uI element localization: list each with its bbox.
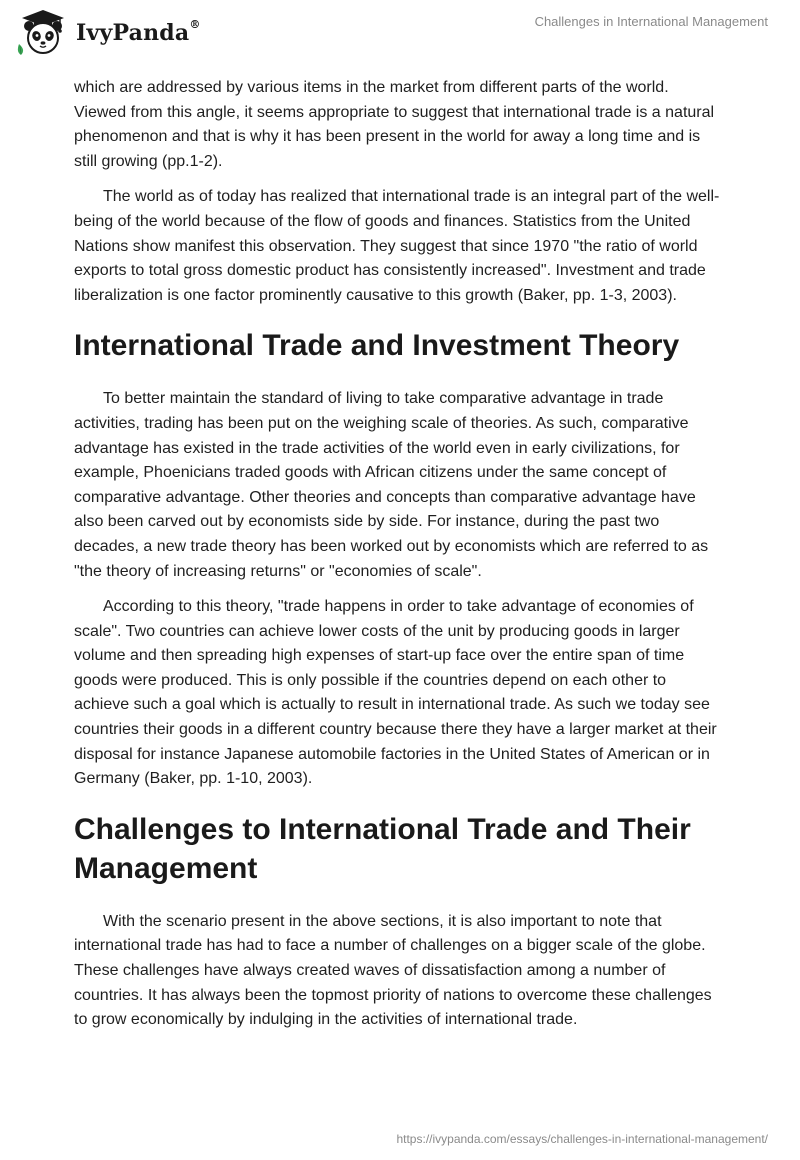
source-url-link[interactable]: https://ivypanda.com/essays/challenges-in-international-management/	[396, 1132, 768, 1146]
paragraph-2: The world as of today has realized that international trade is an integral part of the well-being of the world because of the flow of goods and finances. Statistics from the United Nations show manifest this observation. They suggest that since 1970 "the ratio of world exports to total gross domestic product has consistently increased". Investment and trade liberalization is one factor prominently causative to this growth (Baker, pp. 1-3, 2003).	[74, 188, 720, 304]
section-heading-challenges: Challenges to International Trade and Their Management	[74, 812, 691, 885]
paragraph-3: To better maintain the standard of living to take comparative advantage in trade activities, trading has been put on the weighing scale of theories. As such, comparative advantage has existed in the trade activities of the world even in early civilizations, for example, Phoenicians traded goods with African citizens under the same concept of comparative advantage. Other theories and concepts than comparative advantage have also been carved out by economists side by side. For instance, during the past two decades, a new trade theory has been worked out by economists which are referred to as "the theory of increasing returns" or "economies of scale".	[74, 390, 709, 580]
ivypanda-logo[interactable]	[14, 8, 201, 56]
section-heading-trade-theory: International Trade and Investment Theory	[74, 329, 680, 363]
page-header	[0, 0, 800, 64]
brand-name: IvyPanda®	[76, 18, 201, 46]
paragraph-4: According to this theory, "trade happens in order to take advantage of economies of scale". Two countries can achieve lower costs of the unit by producing goods in larger volume and then spreading high expenses of start-up face over the entire span of time goods were produced. This is only possible if the countries depend on each other to achieve such a goal which is actually to result in international trade. As such we today see countries their goods in a different country because there they have a larger market at their disposal for instance Japanese automobile factories in the United States of American or in Germany (Baker, pp. 1-10, 2003).	[74, 598, 717, 788]
registered-mark: ®	[189, 18, 201, 31]
document-title: Challenges in International Management	[534, 14, 768, 29]
essay-content	[74, 76, 724, 1044]
paragraph-5: With the scenario present in the above sections, it is also important to note that international trade has had to face a number of challenges on a bigger scale of the globe. These challenges have always created waves of dissatisfaction among a number of countries. It has always been the topmost priority of nations to overcome these challenges to grow economically by indulging in the activities of international trade.	[74, 912, 712, 1029]
paragraph-1: which are addressed by various items in the market from different parts of the world. Viewed from this angle, it seems appropriate to suggest that international trade is a natural phenomenon and that is why it has been present in the world for away a long time and is still growing (pp.1-2).	[74, 79, 715, 170]
panda-logo-icon	[14, 8, 72, 56]
